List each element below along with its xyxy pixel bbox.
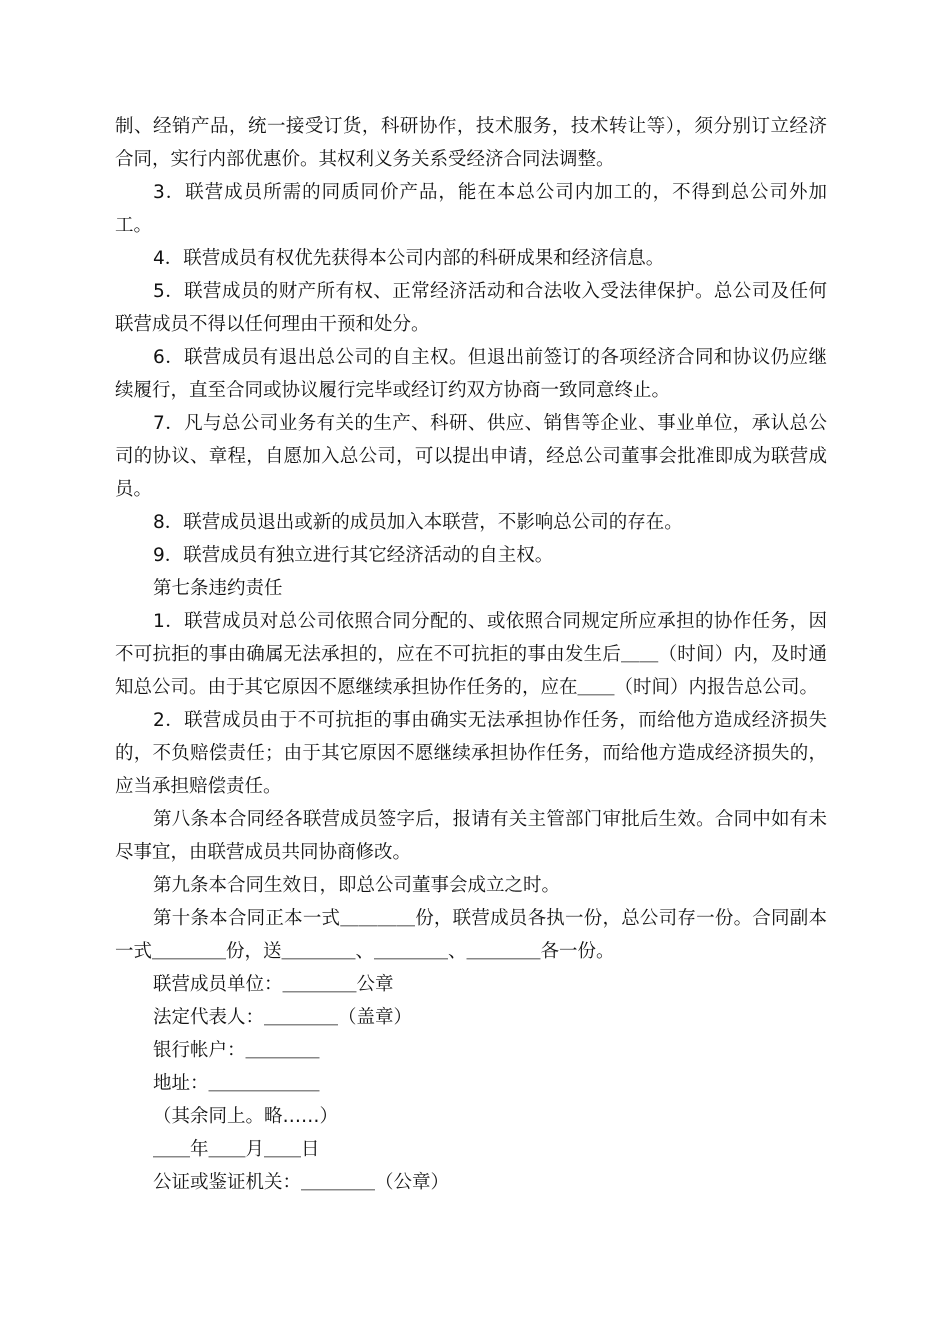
paragraph-article-7-item-1: 1．联营成员对总公司依照合同分配的、或依照合同规定所应承担的协作任务，因不可抗拒的事由确属无法承担的，应在不可抗拒的事由发生后＿＿（时间）内，及时通知总公司。由于其它原因不愿继续承担协作任务的，应在＿＿（时间）内报告总公司。 [115, 611, 827, 698]
signature-date: ＿＿年＿＿月＿＿日 [153, 1139, 320, 1160]
paragraph-article-10: 第十条本合同正本一式＿＿＿＿份，联营成员各执一份，总公司存一份。合同副本一式＿＿＿＿份，送＿＿＿＿、＿＿＿＿、＿＿＿＿各一份。 [115, 908, 827, 962]
paragraph-clause-7: 7．凡与总公司业务有关的生产、科研、供应、销售等企业、事业单位，承认总公司的协议、章程，自愿加入总公司，可以提出申请，经总公司董事会批准即成为联营成员。 [115, 413, 827, 500]
paragraph-continuation: 制、经销产品，统一接受订货，科研协作，技术服务，技术转让等），须分别订立经济合同，实行内部优惠价。其权利义务关系受经济合同法调整。 [115, 116, 827, 170]
signature-others-note: （其余同上。略……） [153, 1106, 339, 1127]
paragraph-clause-4: 4．联营成员有权优先获得本公司内部的科研成果和经济信息。 [153, 248, 665, 269]
signature-legal-representative: 法定代表人：＿＿＿＿（盖章） [153, 1007, 413, 1028]
paragraph-clause-8: 8．联营成员退出或新的成员加入本联营，不影响总公司的存在。 [153, 512, 683, 533]
paragraph-article-9: 第九条本合同生效日，即总公司董事会成立之时。 [153, 875, 561, 896]
paragraph-article-7-item-2: 2．联营成员由于不可抗拒的事由确实无法承担协作任务，而给他方造成经济损失的，不负赔偿责任；由于其它原因不愿继续承担协作任务，而给他方造成经济损失的，应当承担赔偿责任。 [115, 710, 827, 797]
paragraph-clause-6: 6．联营成员有退出总公司的自主权。但退出前签订的各项经济合同和协议仍应继续履行，直至合同或协议履行完毕或经订约双方协商一致同意终止。 [115, 347, 827, 401]
paragraph-clause-5: 5．联营成员的财产所有权、正常经济活动和合法收入受法律保护。总公司及任何联营成员不得以任何理由干预和处分。 [115, 281, 827, 335]
signature-member-unit: 联营成员单位：＿＿＿＿公章 [153, 974, 394, 995]
paragraph-clause-3: 3．联营成员所需的同质同价产品，能在本总公司内加工的，不得到总公司外加工。 [115, 182, 827, 236]
article-7-heading: 第七条违约责任 [153, 578, 283, 599]
paragraph-article-8: 第八条本合同经各联营成员签字后，报请有关主管部门审批后生效。合同中如有未尽事宜，由联营成员共同协商修改。 [115, 809, 827, 863]
signature-address: 地址：＿＿＿＿＿＿ [153, 1073, 320, 1094]
signature-notary: 公证或鉴证机关：＿＿＿＿（公章） [153, 1172, 450, 1193]
signature-bank-account: 银行帐户：＿＿＿＿ [153, 1040, 320, 1061]
document-page [115, 110, 827, 1199]
paragraph-clause-9: 9．联营成员有独立进行其它经济活动的自主权。 [153, 545, 554, 566]
